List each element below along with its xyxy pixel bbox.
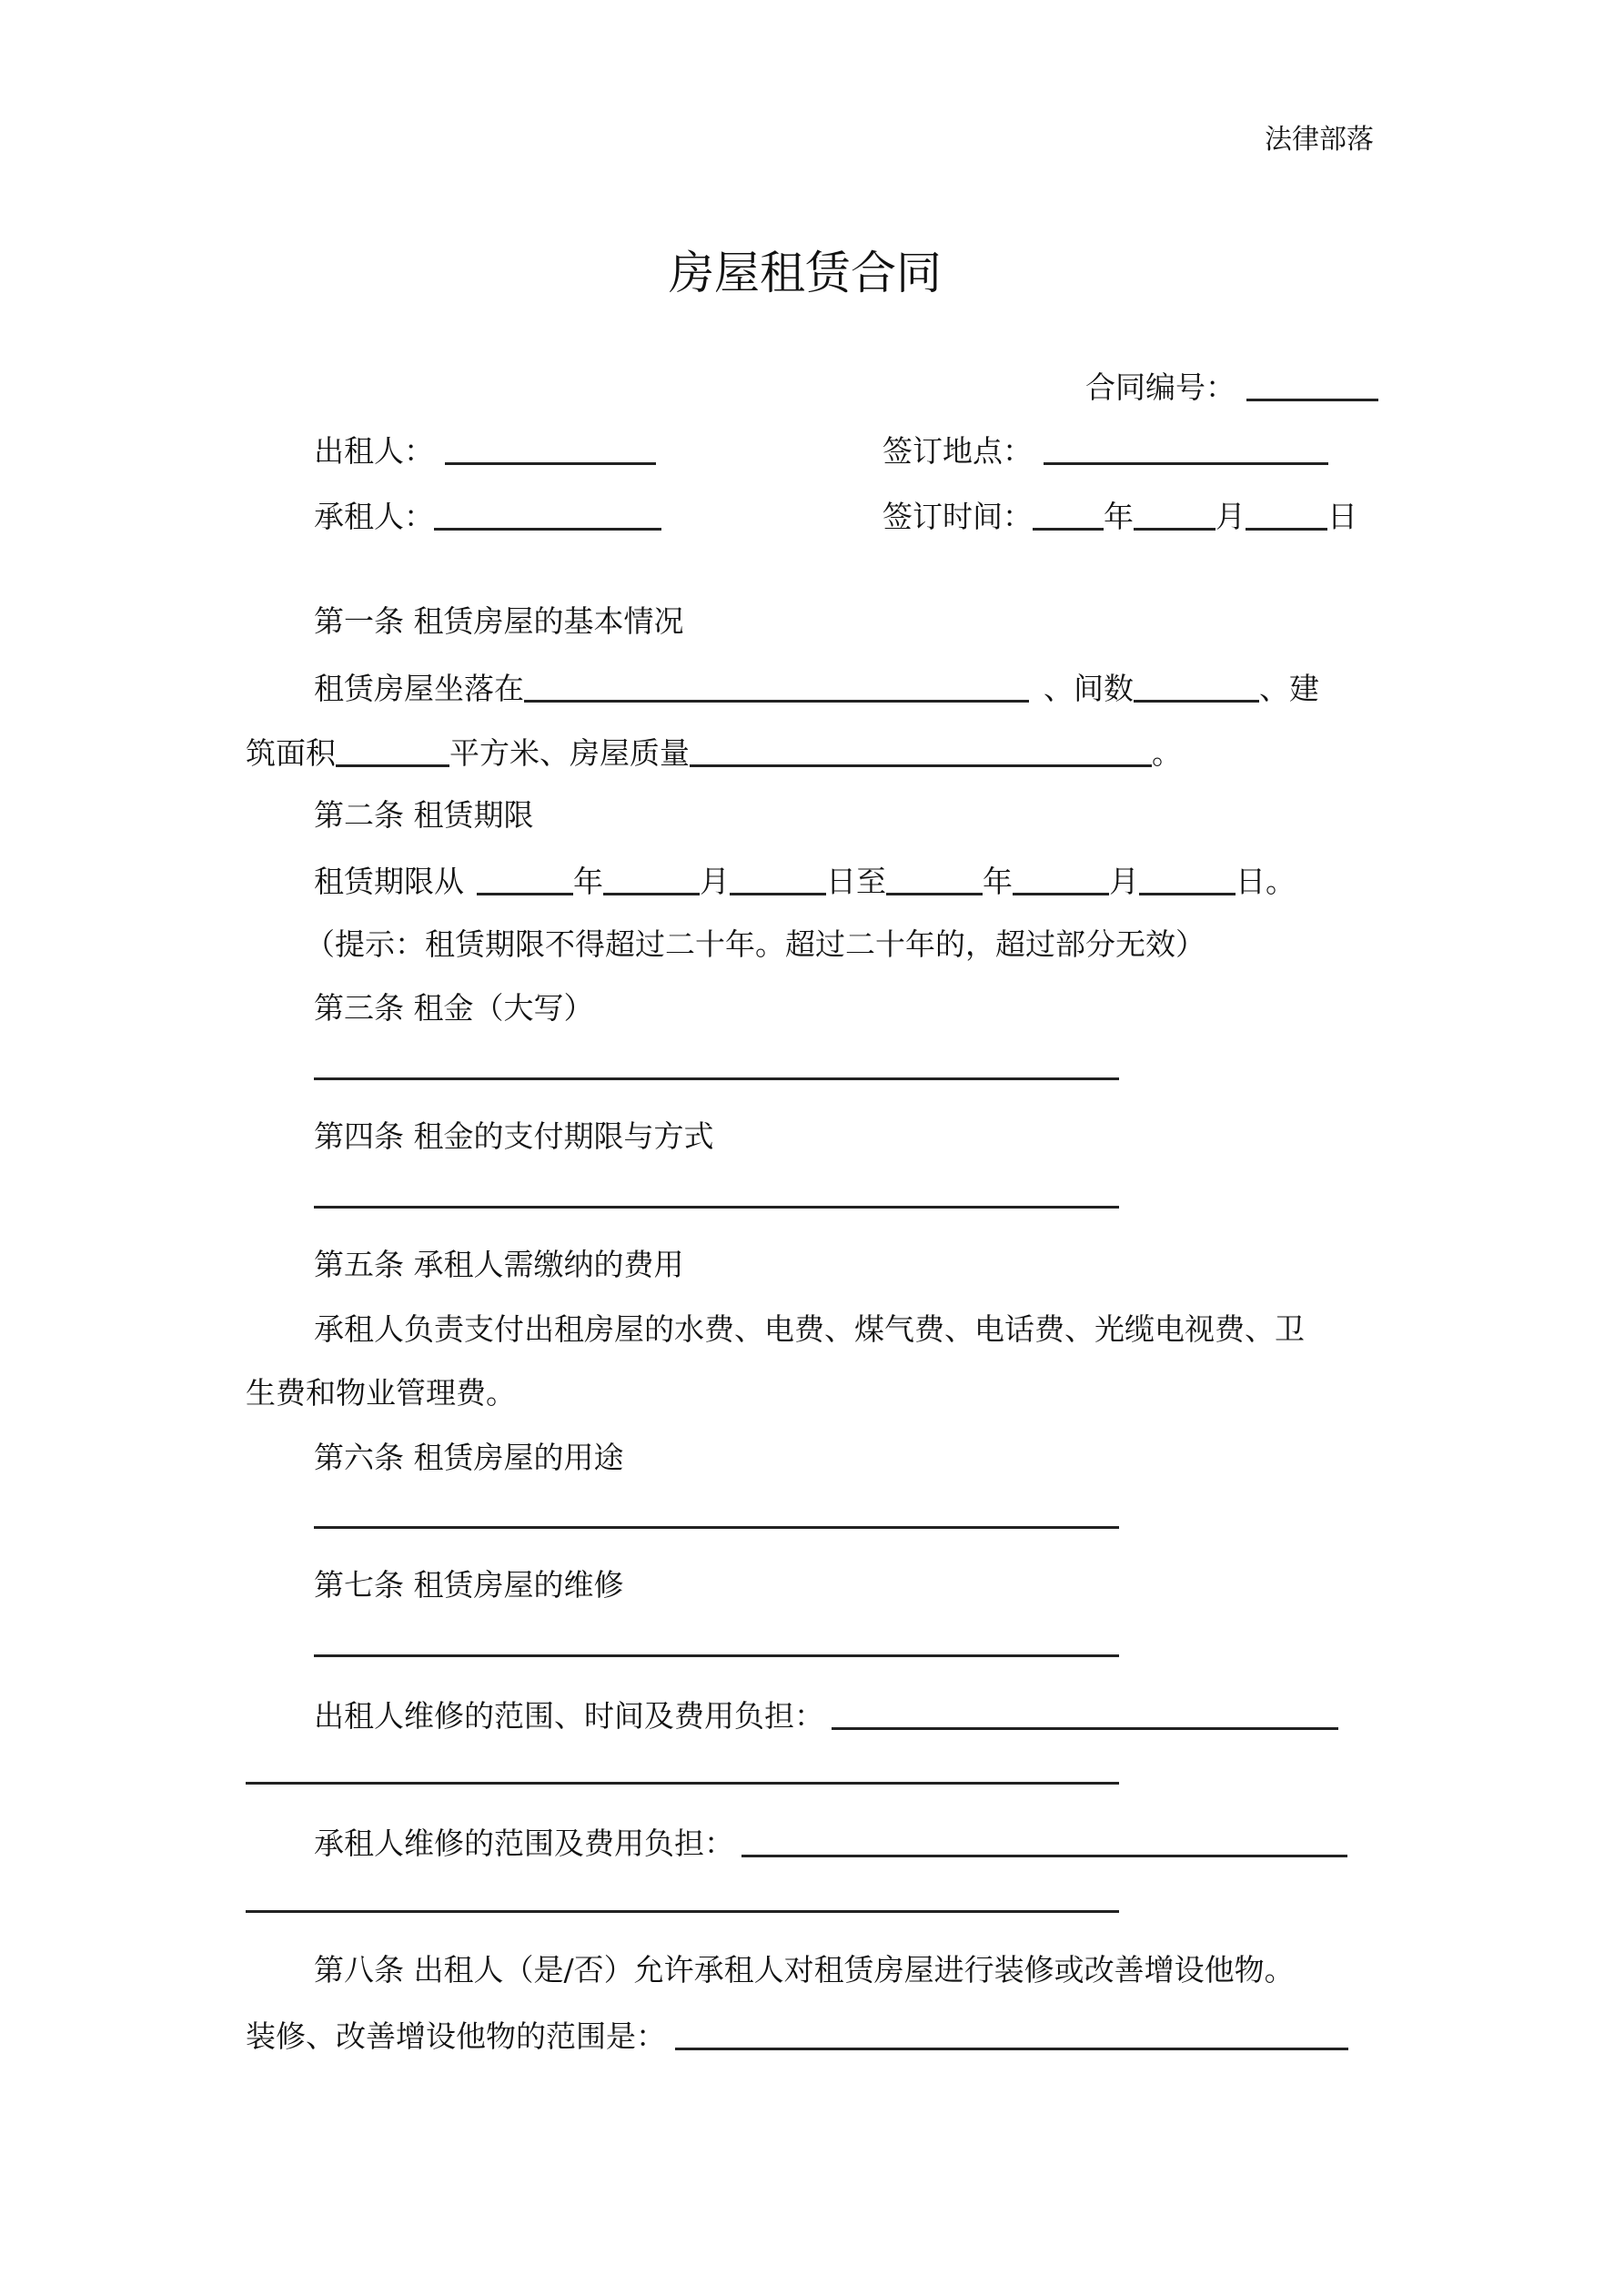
month-label: 月 — [700, 864, 730, 899]
payment-terms-field[interactable] — [314, 1206, 1119, 1209]
rooms-field[interactable] — [1134, 673, 1259, 703]
end-year-field[interactable] — [886, 865, 983, 895]
rent-amount-field[interactable] — [314, 1077, 1119, 1080]
lessee-repair-field[interactable] — [741, 1827, 1347, 1857]
lessee-repair-field-continued[interactable] — [246, 1910, 1119, 1913]
start-day-field[interactable] — [730, 865, 826, 895]
year-label: 年 — [983, 864, 1013, 899]
article-7-heading: 第七条 租赁房屋的维修 — [314, 1567, 624, 1603]
publisher-brand: 法律部落 — [1265, 124, 1374, 156]
day-label: 日 — [1327, 499, 1357, 534]
building-label-start: 、建 — [1259, 671, 1319, 706]
renovation-scope-label: 装修、改善增设他物的范围是： — [246, 2018, 666, 2054]
location-field[interactable] — [524, 673, 1029, 703]
area-label: 筑面积 — [246, 735, 336, 771]
contract-number-field[interactable] — [1246, 371, 1378, 401]
sign-place-row — [883, 431, 1328, 470]
area-field[interactable] — [336, 737, 449, 767]
lessor-field[interactable] — [445, 435, 656, 465]
article-8-line-2 — [246, 2017, 1348, 2055]
lessee-row — [314, 497, 661, 535]
year-label: 年 — [573, 864, 603, 899]
lessee-label: 承租人： — [314, 499, 434, 534]
article-5-line-1: 承租人负责支付出租房屋的水费、电费、煤气费、电话费、光缆电视费、卫 — [314, 1311, 1305, 1347]
lessee-repair-row — [314, 1824, 1347, 1862]
article-4-heading: 第四条 租金的支付期限与方式 — [314, 1118, 714, 1154]
end-month-field[interactable] — [1013, 865, 1109, 895]
month-label: 月 — [1215, 499, 1246, 534]
article-3-heading: 第三条 租金（大写） — [314, 990, 594, 1026]
article-6-heading: 第六条 租赁房屋的用途 — [314, 1440, 624, 1475]
sign-place-label: 签订地点： — [883, 433, 1033, 469]
start-year-field[interactable] — [477, 865, 573, 895]
lessor-repair-label: 出租人维修的范围、时间及费用负担： — [314, 1698, 824, 1734]
sign-day-field[interactable] — [1246, 501, 1327, 531]
lessor-repair-field[interactable] — [832, 1700, 1338, 1730]
start-month-field[interactable] — [603, 865, 700, 895]
usage-field[interactable] — [314, 1526, 1119, 1529]
lessor-repair-field-continued[interactable] — [246, 1782, 1119, 1785]
article-8-line-1: 第八条 出租人（是/否）允许承租人对租赁房屋进行装修或改善增设他物。 — [314, 1952, 1295, 1988]
lessor-row — [314, 431, 656, 470]
article-5-heading: 第五条 承租人需缴纳的费用 — [314, 1247, 684, 1282]
day-to-label: 日至 — [826, 864, 886, 899]
lessor-label: 出租人： — [314, 433, 434, 469]
location-label: 租赁房屋坐落在 — [314, 671, 524, 706]
article-2-heading: 第二条 租赁期限 — [314, 797, 534, 833]
renovation-scope-field[interactable] — [675, 2020, 1348, 2050]
lessor-repair-row — [314, 1696, 1338, 1735]
lessee-repair-label: 承租人维修的范围及费用负担： — [314, 1826, 734, 1861]
sign-time-label: 签订时间： — [883, 499, 1033, 534]
year-label: 年 — [1104, 499, 1134, 534]
article-1-line-1 — [314, 669, 1319, 707]
article-2-term-row — [314, 862, 1296, 900]
end-day-field[interactable] — [1139, 865, 1236, 895]
article-1-line-2 — [246, 733, 1182, 772]
quality-label: 平方米、房屋质量 — [449, 735, 690, 771]
article-5-line-2: 生费和物业管理费。 — [246, 1375, 516, 1411]
sign-place-field[interactable] — [1044, 435, 1328, 465]
lessee-field[interactable] — [434, 501, 661, 531]
sign-month-field[interactable] — [1134, 501, 1215, 531]
month-label: 月 — [1109, 864, 1139, 899]
sign-time-row — [883, 497, 1357, 535]
rooms-label: 、间数 — [1044, 671, 1134, 706]
day-end-label: 日。 — [1236, 864, 1296, 899]
term-from-label: 租赁期限从 — [314, 864, 464, 899]
document-title: 房屋租赁合同 — [669, 247, 942, 299]
contract-number-row — [1085, 368, 1378, 406]
period-mark: 。 — [1152, 735, 1182, 771]
quality-field[interactable] — [690, 737, 1152, 767]
term-limit-note: （提示：租赁期限不得超过二十年。超过二十年的，超过部分无效） — [305, 926, 1205, 962]
sign-year-field[interactable] — [1033, 501, 1104, 531]
maintenance-field[interactable] — [314, 1654, 1119, 1657]
contract-number-label: 合同编号： — [1085, 369, 1236, 405]
article-1-heading: 第一条 租赁房屋的基本情况 — [314, 603, 684, 639]
